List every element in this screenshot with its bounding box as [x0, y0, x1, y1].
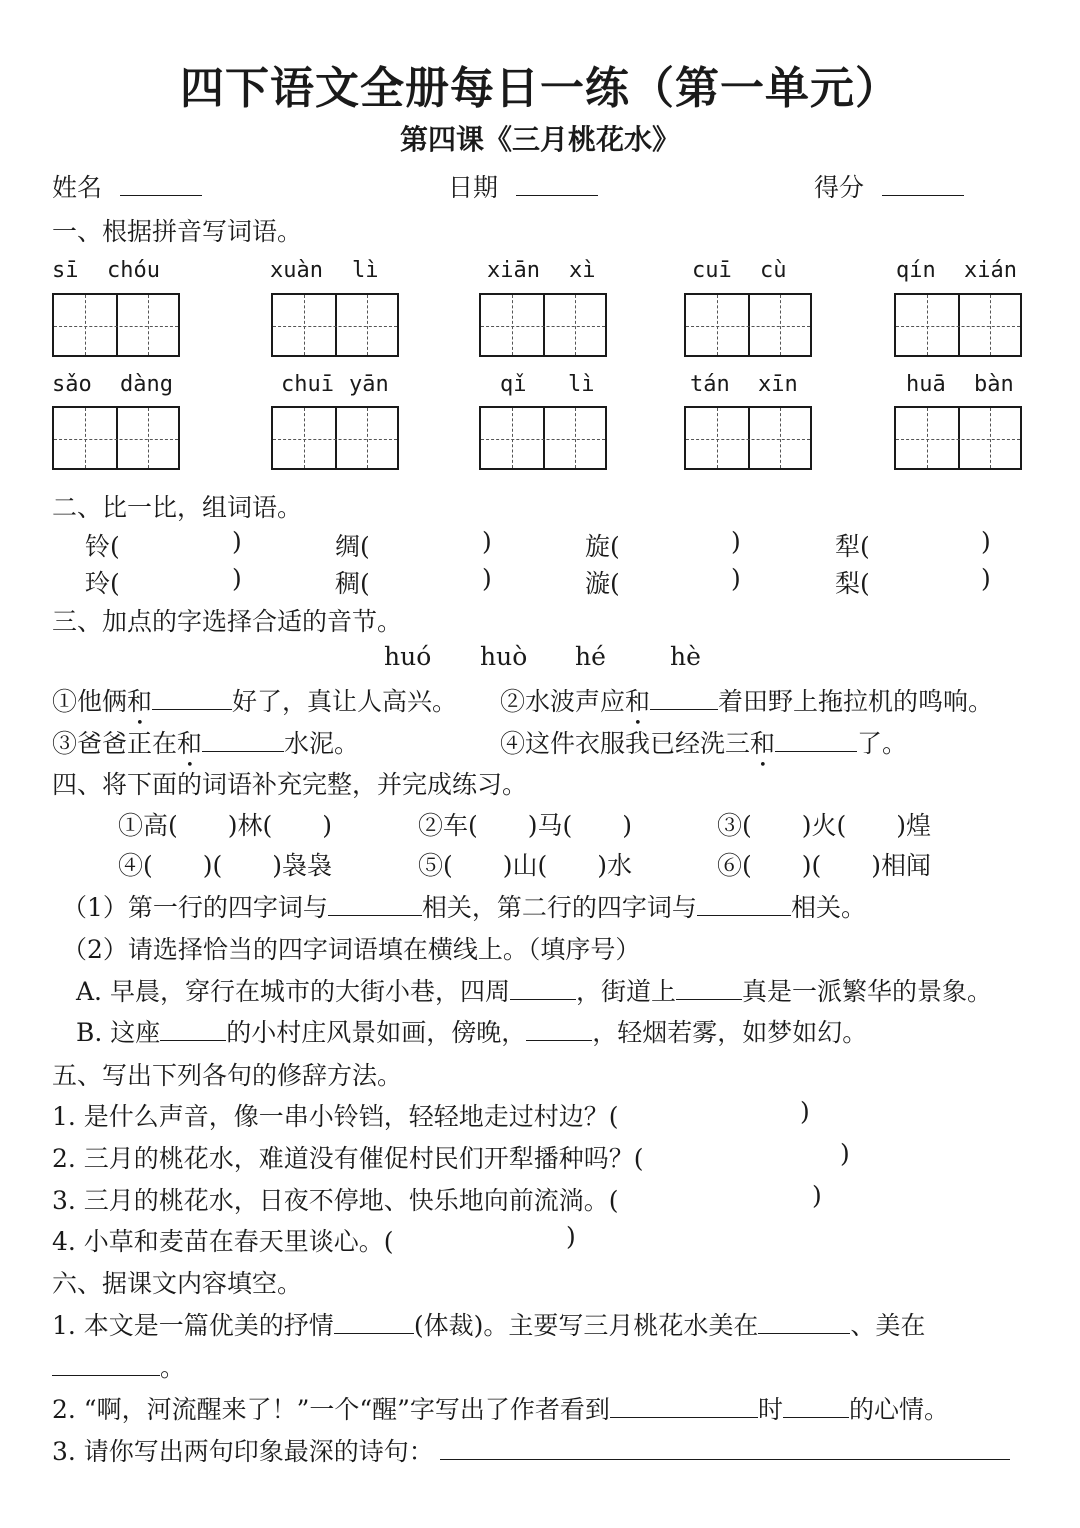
name-label: 姓名 [52, 173, 103, 202]
s4-question-A: A. 早晨，穿行在城市的大街小巷，四周 ，街道上 真是一派繁华的景象。 [76, 977, 992, 1006]
syllable-option: hé [575, 642, 606, 671]
name-blank[interactable] [120, 173, 202, 196]
section-3-heading: 三、加点的字选择合适的音节。 [52, 607, 403, 636]
char-grid[interactable] [479, 406, 607, 470]
s3-question-3: ③爸爸正在和 水泥。 [52, 729, 360, 758]
compare-word: 绸( [335, 532, 370, 561]
pinyin-2-4-a: tán [690, 372, 730, 397]
answer-blank[interactable] [676, 977, 742, 1000]
rhetoric-item-3: 3. 三月的桃花水，日夜不停地、快乐地向前流淌。( [52, 1186, 619, 1215]
answer-blank[interactable] [697, 893, 791, 916]
pinyin-1-1-b: chóu [107, 258, 160, 283]
pinyin-1-5-b: xián [964, 258, 1017, 283]
compare-word: 犁( [835, 532, 870, 561]
worksheet-title: 四下语文全册每日一练（第一单元） [180, 63, 900, 114]
paren-close: ) [840, 1139, 850, 1168]
paren-close: ) [482, 527, 492, 556]
char-grid[interactable] [52, 406, 180, 470]
s6-question-1: 1. 本文是一篇优美的抒情 (体裁)。主要写三月桃花水美在 、美在 [52, 1311, 926, 1340]
idiom-fill[interactable]: ②车( )马( ) [418, 811, 633, 840]
answer-blank[interactable] [610, 1395, 758, 1418]
answer-blank[interactable] [526, 1018, 592, 1041]
date-label: 日期 [448, 173, 499, 202]
paren-close: ) [812, 1181, 822, 1210]
compare-word: 铃( [85, 532, 120, 561]
paren-close: ) [981, 527, 991, 556]
dotted-char: 和 [625, 687, 651, 716]
pinyin-2-1-a: sǎo [52, 372, 92, 397]
dotted-char: 和 [127, 687, 153, 716]
syllable-option: huò [480, 642, 528, 671]
pinyin-1-2-a: xuàn [270, 258, 323, 283]
score-field [814, 168, 964, 204]
section-6-heading: 六、据课文内容填空。 [52, 1269, 303, 1298]
section-1-heading: 一、根据拼音写词语。 [52, 217, 303, 246]
pinyin-1-5-a: qín [896, 258, 936, 283]
paren-close: ) [981, 564, 991, 593]
syllable-option: hè [670, 642, 701, 671]
char-grid[interactable] [52, 293, 180, 357]
date-field [448, 168, 598, 204]
s6-question-2: 2. “啊，河流醒来了！”一个“醒”字写出了作者看到 时 的心情。 [52, 1395, 949, 1424]
char-grid[interactable] [894, 406, 1022, 470]
compare-word: 漩( [585, 569, 620, 598]
section-4-heading: 四、将下面的词语补充完整，并完成练习。 [52, 770, 528, 799]
pinyin-2-3-b: lì [568, 372, 595, 397]
date-blank[interactable] [516, 173, 598, 196]
paren-close: ) [731, 527, 741, 556]
s3-question-4: ④这件衣服我已经洗三和 了。 [500, 729, 908, 758]
paren-close: ) [566, 1222, 576, 1251]
s3-question-1: ①他俩和 好了，真让人高兴。 [52, 687, 458, 716]
idiom-fill[interactable]: ⑤( )山( )水 [418, 851, 633, 880]
char-grid[interactable] [271, 406, 399, 470]
s4-question-1: （1）第一行的四字词与 相关，第二行的四字词与 相关。 [62, 893, 866, 922]
pinyin-2-4-b: xīn [758, 372, 798, 397]
char-grid[interactable] [684, 293, 812, 357]
pinyin-1-2-b: lì [352, 258, 379, 283]
pinyin-2-2-a: chuī [281, 372, 334, 397]
s4-question-2: （2）请选择恰当的四字词语填在横线上。（填序号） [62, 935, 641, 964]
char-grid[interactable] [271, 293, 399, 357]
idiom-fill[interactable]: ①高( )林( ) [118, 811, 333, 840]
section-5-heading: 五、写出下列各句的修辞方法。 [52, 1061, 403, 1090]
pinyin-1-4-b: cù [760, 258, 787, 283]
compare-word: 旋( [585, 532, 620, 561]
compare-word: 梨( [835, 569, 870, 598]
answer-blank[interactable] [334, 1311, 414, 1334]
pinyin-1-3-b: xì [569, 258, 596, 283]
rhetoric-item-4: 4. 小草和麦苗在春天里谈心。( [52, 1227, 394, 1256]
pinyin-2-5-b: bàn [974, 372, 1014, 397]
lesson-subtitle: 第四课《三月桃花水》 [399, 123, 680, 156]
section-2-heading: 二、比一比，组词语。 [52, 493, 303, 522]
compare-word: 稠( [335, 569, 370, 598]
answer-blank[interactable] [160, 1018, 226, 1041]
answer-blank[interactable] [510, 977, 576, 1000]
pinyin-2-1-b: dàng [120, 372, 173, 397]
pinyin-1-1-a: sī [52, 258, 79, 283]
pinyin-2-3-a: qǐ [500, 372, 527, 397]
paren-close: ) [232, 564, 242, 593]
s3-question-2: ②水波声应和 着田野上拖拉机的鸣响。 [500, 687, 994, 716]
s4-question-B: B. 这座 的小村庄风景如画，傍晚， ，轻烟若雾，如梦如幻。 [76, 1018, 868, 1047]
paren-close: ) [731, 564, 741, 593]
s6-question-3: 3. 请你写出两句印象最深的诗句： [52, 1432, 1010, 1468]
syllable-option: huó [384, 642, 432, 671]
idiom-fill[interactable]: ④( )( )袅袅 [118, 851, 333, 880]
paren-close: ) [800, 1097, 810, 1126]
pinyin-2-5-a: huā [906, 372, 946, 397]
char-grid[interactable] [894, 293, 1022, 357]
rhetoric-item-2: 2. 三月的桃花水，难道没有催促村民们开犁播种吗？( [52, 1144, 644, 1173]
char-grid[interactable] [684, 406, 812, 470]
answer-blank[interactable] [783, 1395, 849, 1418]
name-field [52, 168, 202, 204]
paren-close: ) [482, 564, 492, 593]
s6-question-1-cont: 。 [52, 1348, 185, 1384]
score-blank[interactable] [882, 173, 964, 196]
pinyin-1-3-a: xiān [487, 258, 540, 283]
answer-blank[interactable] [775, 729, 857, 752]
paren-close: ) [232, 527, 242, 556]
char-grid[interactable] [479, 293, 607, 357]
score-label: 得分 [814, 173, 865, 202]
idiom-fill[interactable]: ⑥( )( )相闻 [717, 851, 932, 880]
answer-blank[interactable] [758, 1311, 850, 1334]
dotted-char: 和 [177, 729, 203, 758]
answer-blank[interactable] [328, 893, 422, 916]
idiom-fill[interactable]: ③( )火( )煌 [717, 811, 932, 840]
answer-blank[interactable] [202, 729, 284, 752]
pinyin-1-4-a: cuī [692, 258, 732, 283]
dotted-char: 和 [750, 729, 776, 758]
answer-blank[interactable] [52, 1353, 160, 1376]
compare-word: 玲( [85, 569, 120, 598]
pinyin-2-2-b: yān [349, 372, 389, 397]
answer-blank[interactable] [152, 687, 232, 710]
rhetoric-item-1: 1. 是什么声音，像一串小铃铛，轻轻地走过村边？( [52, 1102, 619, 1131]
answer-blank[interactable] [650, 687, 718, 710]
answer-blank[interactable] [440, 1437, 1010, 1460]
